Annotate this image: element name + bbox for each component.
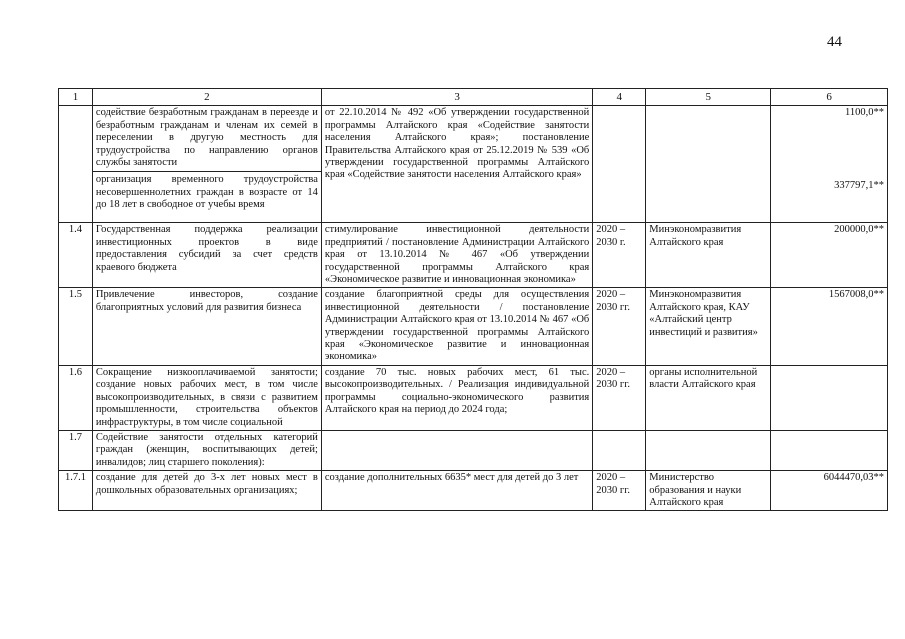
row-executor [646, 106, 771, 223]
row-value [771, 106, 888, 223]
row-executor [646, 430, 771, 470]
row-basis: создание дополнительных 6635* мест для детей до 3 лет [321, 471, 592, 511]
table-row [59, 365, 888, 430]
row-executor: Минэкономразвития Алтайского края [646, 223, 771, 288]
row-description [92, 106, 321, 223]
row-period [593, 430, 646, 470]
row-basis: создание благоприятной среды для осуществления инвестиционной деятельности / постановление Администрации Алтайского края от 13.10.2014 № 467 «Об утверждении государственной программы Алтайского края «Экономическое развитие и инновационная экономика» [321, 288, 592, 365]
row-period: 2020 – 2030 г. [593, 223, 646, 288]
row-basis [321, 430, 592, 470]
row-number: 1.4 [59, 223, 93, 288]
table-row [59, 288, 888, 365]
row-value: 1567008,0** [771, 288, 888, 365]
header-col-5: 5 [646, 89, 771, 106]
row-description: Содействие занятости отдельных категорий граждан (женщин, воспитывающих детей; инвалидов; лиц старшего поколения): [92, 430, 321, 470]
table-row [59, 471, 888, 511]
row-basis: от 22.10.2014 № 492 «Об утверждении государственной программы Алтайского края «Содействие занятости населения Алтайского края»; постановление Правительства Алтайского края от 25.12.2019 № 539 «Об утверждении государственной программы Алтайского края «Содействие занятости населения Алтайского края» [321, 106, 592, 223]
row-description: Привлечение инвесторов, создание благоприятных условий для развития бизнеса [92, 288, 321, 365]
value-entry: 1100,0** [845, 107, 884, 119]
row-executor: органы исполнительной власти Алтайского края [646, 365, 771, 430]
table-row [59, 430, 888, 470]
row-basis: создание 70 тыс. новых рабочих мест, 61 тыс. высокопроизводительных. / Реализация индивидуальной программы социально-экономического развития Алтайского края на период до 2024 года; [321, 365, 592, 430]
value-entry: 337797,1** [834, 179, 884, 191]
row-executor: Министерство образования и науки Алтайского края [646, 471, 771, 511]
header-col-3: 3 [321, 89, 592, 106]
row-number [59, 106, 93, 223]
row-value [771, 365, 888, 430]
header-col-1: 1 [59, 89, 93, 106]
row-number: 1.7.1 [59, 471, 93, 511]
header-col-6: 6 [771, 89, 888, 106]
row-value [771, 430, 888, 470]
row-description: создание для детей до 3-х лет новых мест в дошкольных образовательных организациях; [92, 471, 321, 511]
row-value: 6044470,03** [771, 471, 888, 511]
row-period: 2020 – 2030 гг. [593, 365, 646, 430]
row-number: 1.7 [59, 430, 93, 470]
row-number: 1.5 [59, 288, 93, 365]
row-description: Сокращение низкооплачиваемой занятости; создание новых рабочих мест, в том числе высокопроизводительных, в связи с развитием промышленности, строительства объектов инфраструктуры, в том числе социальной [92, 365, 321, 430]
table-row [59, 223, 888, 288]
row-period [593, 106, 646, 223]
description-part: содействие безработным гражданам в переезде и безработным гражданам и членам их семей в переселении в другую местность для трудоустройства по направлению органов службы занятости [95, 107, 318, 169]
row-basis: стимулирование инвестиционной деятельности предприятий / постановление Администрации Алтайского края от 13.10.2014 № 467 «Об утверждении государственной программы Алтайского края «Экономическое развитие и инновационная экономика» [321, 223, 592, 288]
program-table [58, 88, 888, 511]
row-period: 2020 – 2030 гг. [593, 471, 646, 511]
page-number: 44 [827, 34, 842, 50]
row-executor: Минэкономразвития Алтайского края, КАУ «Алтайский центр инвестиций и развития» [646, 288, 771, 365]
table-row [59, 106, 888, 223]
row-description: Государственная поддержка реализации инвестиционных проектов в виде предоставления субсидий за счет средств краевого бюджета [92, 223, 321, 288]
row-period: 2020 – 2030 гг. [593, 288, 646, 365]
header-col-2: 2 [92, 89, 321, 106]
header-row [59, 89, 888, 106]
row-value: 200000,0** [771, 223, 888, 288]
description-part: организация временного трудоустройства несовершеннолетних граждан в возрасте от 14 до 18 лет в свободное от учебы время [93, 171, 321, 211]
header-col-4: 4 [593, 89, 646, 106]
row-number: 1.6 [59, 365, 93, 430]
